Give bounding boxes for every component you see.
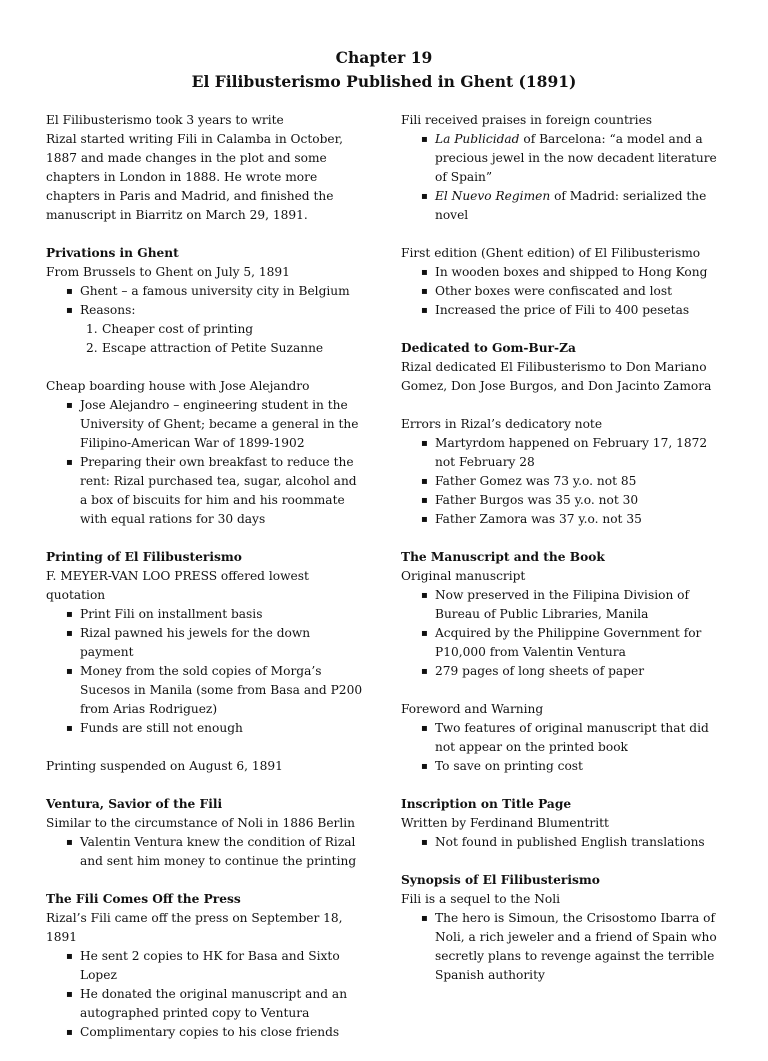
section-line: Fili received praises in foreign countries (401, 113, 653, 127)
intro-line-1: El Filibusterismo took 3 years to write (46, 113, 284, 127)
reasons-list (46, 320, 366, 358)
list-item-text: of Barcelona: “a model and a precious jewel in the now decadent literature of Spain” (435, 132, 717, 184)
section-heading: Ventura, Savior of the Fili (46, 797, 223, 811)
section-line: Foreword and Warning (401, 702, 544, 716)
list-item: ▪ Father Zamora was 37 y.o. not 35 (401, 510, 731, 529)
bullet-list (401, 833, 731, 852)
section-line: First edition (Ghent edition) of El Filibusterismo (401, 246, 701, 260)
bullet-list (401, 130, 731, 225)
reason-text: Cheaper cost of printing (102, 322, 254, 336)
bullet-list (401, 434, 731, 529)
ventura-section (46, 795, 366, 871)
list-item: ▪ Funds are still not enough (46, 719, 366, 738)
section-heading: Synopsis of El Filibusterismo (401, 873, 600, 887)
section-heading: Dedicated to Gom-Bur-Za (401, 341, 576, 355)
first-edition-section (401, 244, 731, 320)
list-item: ▪ Other boxes were confiscated and lost (401, 282, 731, 301)
foreword-section (401, 700, 731, 776)
section-line: Original manuscript (401, 569, 526, 583)
list-item: ▪ Acquired by the Philippine Government for P10,000 from Valentin Ventura (401, 624, 731, 662)
bullet-list (46, 947, 366, 1042)
intro-line-2: Rizal started writing Fili in Calamba in October, 1887 and made changes in the plot and some chapters in London in 1888. He wrote more chapters in Paris and Madrid, and finished the manuscript in Biarritz on March 29, 1891. (46, 132, 343, 222)
section-line: Rizal dedicated El Filibusterismo to Don Mariano Gomez, Don Jose Burgos, and Don Jacinto Zamora (401, 360, 712, 393)
section-line: Rizal’s Fili came off the press on September 18, 1891 (46, 911, 343, 944)
section-line: Similar to the circumstance of Noli in 1886 Berlin (46, 816, 356, 830)
reason-text: Escape attraction of Petite Suzanne (102, 341, 324, 355)
section-line: Printing suspended on August 6, 1891 (46, 759, 283, 773)
list-item: ▪ Now preserved in the Filipina Division of Bureau of Public Libraries, Manila (401, 586, 731, 624)
list-item: ▪ Not found in published English translations (401, 833, 731, 852)
bullet-list (401, 586, 731, 681)
list-item: ▪ Father Burgos was 35 y.o. not 30 (401, 491, 731, 510)
section-heading: Printing of El Filibusterismo (46, 550, 242, 564)
newspaper-name: El Nuevo Regimen (435, 189, 551, 203)
list-item: 1. Cheaper cost of printing (46, 320, 366, 339)
section-line: Written by Ferdinand Blumentritt (401, 816, 609, 830)
list-item: ▪ Two features of original manuscript that did not appear on the printed book (401, 719, 731, 757)
printing-section (46, 548, 366, 738)
list-item: ▪ Complimentary copies to his close friends (46, 1023, 366, 1042)
bullet-list (46, 396, 366, 529)
bullet-list (46, 282, 366, 320)
list-item-text: of Madrid: serialized the novel (435, 189, 707, 222)
section-heading: Inscription on Title Page (401, 797, 572, 811)
title-block (0, 46, 768, 94)
intro-section (46, 111, 366, 225)
list-item (401, 130, 731, 187)
errors-section (401, 415, 731, 529)
section-line: F. MEYER-VAN LOO PRESS offered lowest quotation (46, 569, 309, 602)
list-item: ▪ Increased the price of Fili to 400 pesetas (401, 301, 731, 320)
list-item: ▪ Reasons: (46, 301, 366, 320)
suspended-section (46, 757, 366, 776)
section-line: Fili is a sequel to the Noli (401, 892, 561, 906)
list-item: ▪ The hero is Simoun, the Crisostomo Ibarra of Noli, a rich jeweler and a friend of Spain who secretly plans to revenge against the terrible Spanish authority (401, 909, 731, 985)
right-column (401, 111, 731, 1004)
section-heading: The Fili Comes Off the Press (46, 892, 241, 906)
synopsis-section (401, 871, 731, 985)
list-item (401, 187, 731, 225)
list-item: ▪ Money from the sold copies of Morga’s Sucesos in Manila (some from Basa and P200 from Arias Rodriguez) (46, 662, 366, 719)
praises-section (401, 111, 731, 225)
chapter-subtitle: El Filibusterismo Published in Ghent (1891) (191, 72, 577, 91)
bullet-list (46, 605, 366, 738)
list-item: ▪ He donated the original manuscript and an autographed printed copy to Ventura (46, 985, 366, 1023)
section-line: Errors in Rizal’s dedicatory note (401, 417, 603, 431)
newspaper-name: La Publicidad (435, 132, 520, 146)
list-item: 2. Escape attraction of Petite Suzanne (46, 339, 366, 358)
bullet-list (401, 263, 731, 320)
bullet-list (401, 719, 731, 776)
section-line: From Brussels to Ghent on July 5, 1891 (46, 265, 290, 279)
list-item: ▪ Father Gomez was 73 y.o. not 85 (401, 472, 731, 491)
list-item: ▪ Rizal pawned his jewels for the down payment (46, 624, 366, 662)
section-heading: Privations in Ghent (46, 246, 179, 260)
list-item: ▪ 279 pages of long sheets of paper (401, 662, 731, 681)
list-item: ▪ Martyrdom happened on February 17, 1872 not February 28 (401, 434, 731, 472)
press-section (46, 890, 366, 1042)
bullet-list (46, 833, 366, 871)
section-heading: The Manuscript and the Book (401, 550, 605, 564)
bullet-list (401, 909, 731, 985)
manuscript-section (401, 548, 731, 681)
section-line: Cheap boarding house with Jose Alejandro (46, 379, 310, 393)
dedicated-section (401, 339, 731, 396)
list-item: ▪ Preparing their own breakfast to reduce the rent: Rizal purchased tea, sugar, alcohol and a box of biscuits for him and his roommate with equal rations for 30 days (46, 453, 366, 529)
inscription-section (401, 795, 731, 852)
list-item: ▪ In wooden boxes and shipped to Hong Kong (401, 263, 731, 282)
list-item: ▪ To save on printing cost (401, 757, 731, 776)
list-item: ▪ He sent 2 copies to HK for Basa and Sixto Lopez (46, 947, 366, 985)
boarding-section (46, 377, 366, 529)
chapter-title: Chapter 19 (335, 48, 433, 67)
list-item: ▪ Jose Alejandro – engineering student in the University of Ghent; became a general in the Filipino-American War of 1899-1902 (46, 396, 366, 453)
list-item: ▪ Print Fili on installment basis (46, 605, 366, 624)
left-column (46, 111, 366, 1061)
list-item: ▪ Ghent – a famous university city in Belgium (46, 282, 366, 301)
list-item: ▪ Valentin Ventura knew the condition of Rizal and sent him money to continue the printing (46, 833, 366, 871)
privations-section (46, 244, 366, 358)
